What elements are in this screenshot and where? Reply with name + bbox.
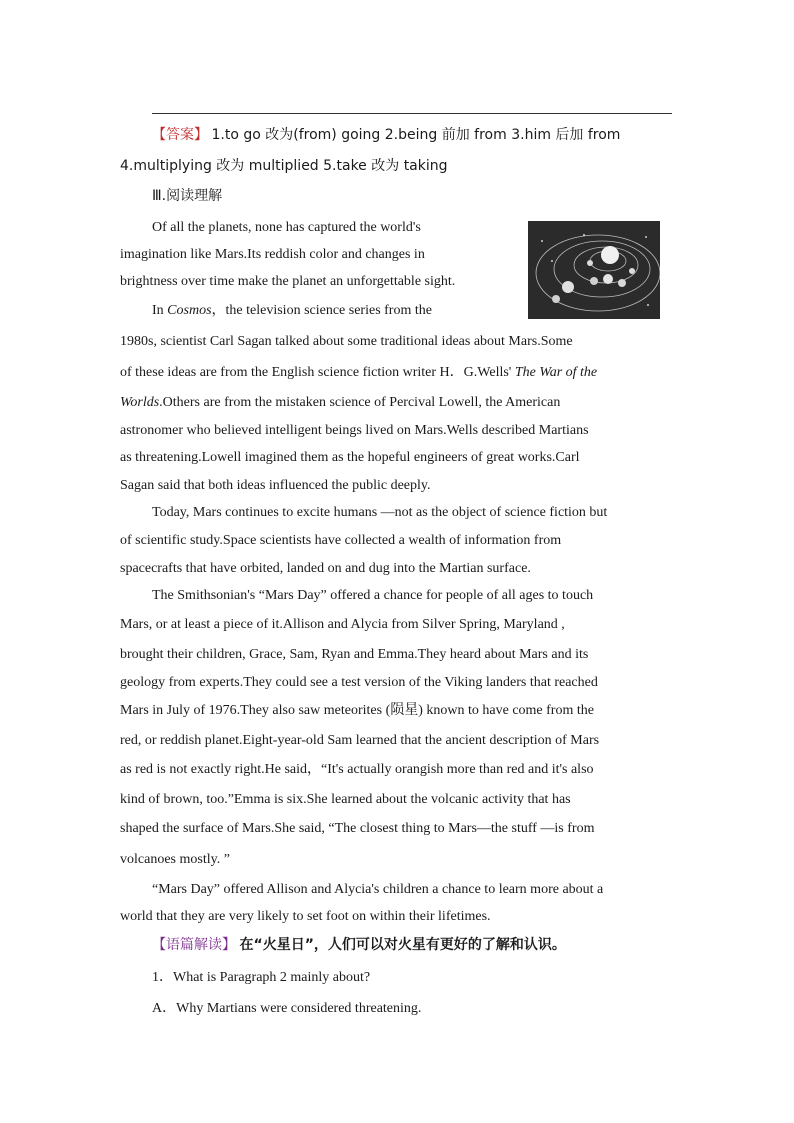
p2-line-7: Sagan said that both ideas influenced the public deeply. xyxy=(120,478,431,493)
p4-line-7: as red is not exactly right.He said，“It's actually orangish more than red and it's also xyxy=(120,762,594,777)
p4-line-2: Mars, or at least a piece of it.Allison and Alycia from Silver Spring, Maryland , xyxy=(120,617,565,632)
answer-text-1: 1.to go 改为(from) going 2.being 前加 from 3.him 后加 from xyxy=(211,127,621,143)
p4-line-10: volcanoes mostly. ” xyxy=(120,852,230,867)
p1-line-2: imagination like Mars.Its reddish color and changes in xyxy=(120,247,425,262)
section-title: Ⅲ.阅读理解 xyxy=(152,188,223,204)
book-title-part2: Worlds xyxy=(120,395,160,410)
answer-line-2: 4.multiplying 改为 multiplied 5.take 改为 taking xyxy=(120,158,448,174)
p2-line-1-pre: In xyxy=(152,303,168,318)
analysis-tag: 【语篇解读】 xyxy=(152,937,236,953)
p5-line-2: world that they are very likely to set foot on within their lifetimes. xyxy=(120,909,491,924)
p1-line-1: Of all the planets, none has captured the world's xyxy=(152,220,421,235)
analysis-text: 在“火星日”，人们可以对火星有更好的了解和认识。 xyxy=(239,937,566,953)
p4-line-4: geology from experts.They could see a test version of the Viking landers that reached xyxy=(120,675,598,690)
analysis-line xyxy=(152,935,673,956)
answer-line-1 xyxy=(152,125,673,146)
answer-tag: 【答案】 xyxy=(152,127,208,143)
p2-line-4 xyxy=(120,393,673,413)
question-option-a: A．Why Martians were considered threatening. xyxy=(152,1001,422,1016)
p2-line-4-post: .Others are from the mistaken science of Percival Lowell, the American xyxy=(159,395,561,410)
p4-line-3: brought their children, Grace, Sam, Ryan and Emma.They heard about Mars and its xyxy=(120,647,589,662)
p1-line-3: brightness over time make the planet an unforgettable sight. xyxy=(120,274,456,289)
p2-line-1-post: ，the television science series from the xyxy=(211,303,432,318)
cosmos-title: Cosmos xyxy=(167,303,212,318)
planet-orbits-icon xyxy=(528,221,660,319)
p3-line-3: spacecrafts that have orbited, landed on and dug into the Martian surface. xyxy=(120,561,531,576)
solar-system-image xyxy=(528,221,660,319)
p4-line-6: red, or reddish planet.Eight-year-old Sam learned that the ancient description of Mars xyxy=(120,733,600,748)
question-stem: 1．What is Paragraph 2 mainly about? xyxy=(152,970,371,985)
p2-line-3-pre: of these ideas are from the English science fiction writer H．G.Wells' xyxy=(120,365,515,380)
p4-line-9: shaped the surface of Mars.She said, “The closest thing to Mars—the stuff —is from xyxy=(120,821,595,836)
p2-line-3 xyxy=(120,363,673,383)
p3-line-1: Today, Mars continues to excite humans —not as the object of science fiction but xyxy=(152,505,608,520)
p2-line-5: astronomer who believed intelligent beings lived on Mars.Wells described Martians xyxy=(120,423,589,438)
p2-line-1 xyxy=(152,301,482,321)
p3-line-2: of scientific study.Space scientists have collected a wealth of information from xyxy=(120,533,562,548)
p4-line-8: kind of brown, too.”Emma is six.She learned about the volcanic activity that has xyxy=(120,792,571,807)
p2-line-6: as threatening.Lowell imagined them as the hopeful engineers of great works.Carl xyxy=(120,450,580,465)
top-rule xyxy=(152,113,672,114)
p2-line-2: 1980s, scientist Carl Sagan talked about some traditional ideas about Mars.Some xyxy=(120,334,573,349)
p5-line-1: “Mars Day” offered Allison and Alycia's children a chance to learn more about a xyxy=(152,882,604,897)
p4-line-1: The Smithsonian's “Mars Day” offered a chance for people of all ages to touch xyxy=(152,588,594,603)
book-title-part1: The War of the xyxy=(514,365,598,380)
p4-line-5: Mars in July of 1976.They also saw meteorites (陨星) known to have come from the xyxy=(120,703,594,718)
